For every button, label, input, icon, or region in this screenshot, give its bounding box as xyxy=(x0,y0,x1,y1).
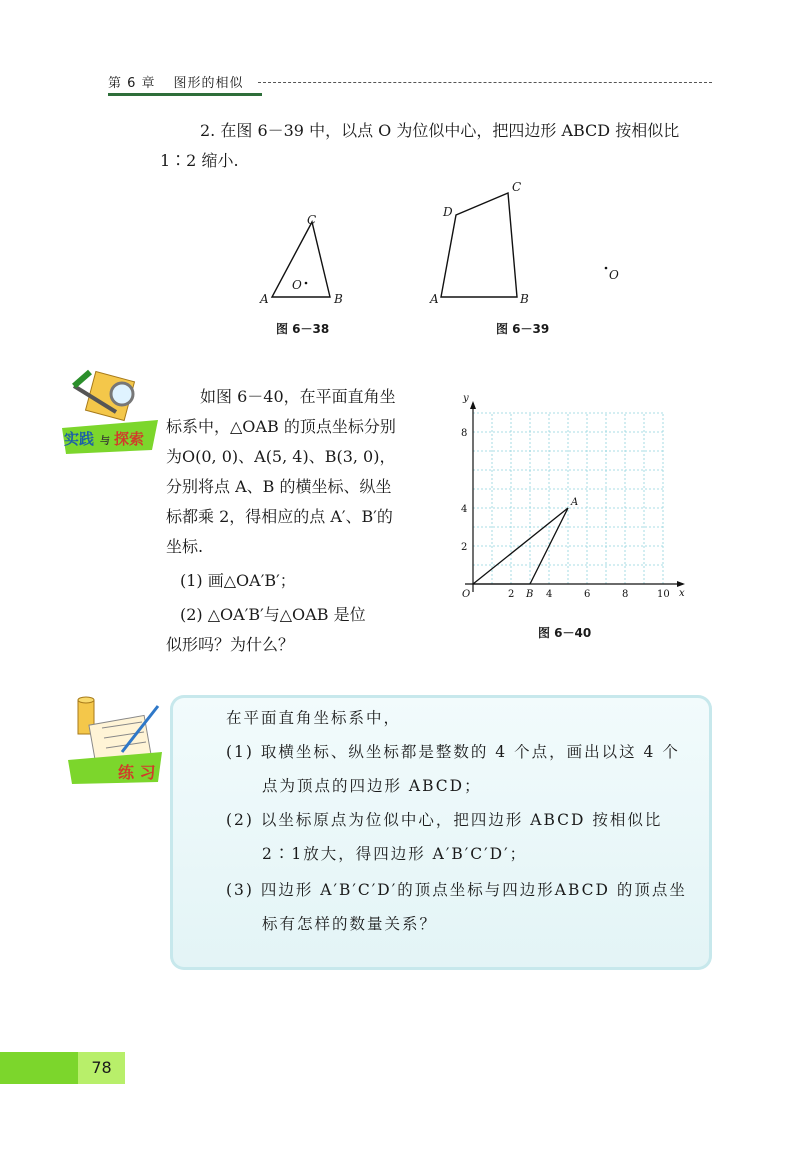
y-tick-label-8: 8 xyxy=(461,428,468,439)
practice-line-5: (3) 四边形 A′B′C′D′的顶点坐标与四边形ABCD 的顶点坐 xyxy=(226,881,687,899)
exercise-2-line1: 2. 在图 6－39 中，以点 O 为位似中心，把四边形 ABCD 按相似比 xyxy=(200,121,680,140)
coordinate-chart xyxy=(440,380,700,620)
caption-6-39: 图 6－39 xyxy=(496,322,550,336)
label-c-638: C xyxy=(307,213,317,227)
point-label-B: B xyxy=(526,589,534,600)
chart-grid xyxy=(473,413,663,584)
label-c-639: C xyxy=(512,180,522,194)
chapter-header xyxy=(108,72,262,96)
label-d-639: D xyxy=(443,205,453,219)
explore-line-5: 标都乘 2，得相应的点 A′、B′的 xyxy=(166,507,393,526)
x-axis-label: x xyxy=(679,588,685,599)
label-a-639: A xyxy=(430,292,439,306)
practice-line-1: (1) 取横坐标、纵坐标都是整数的 4 个点，画出以这 4 个 xyxy=(226,743,680,761)
practice-line-3: (2) 以坐标原点为位似中心，把四边形 ABCD 按相似比 xyxy=(226,811,663,829)
page-number: 78 xyxy=(78,1052,125,1084)
explore-line-6: 坐标. xyxy=(166,537,204,556)
explore-line-4: 分别将点 A、B 的横坐标、纵坐 xyxy=(166,477,392,496)
label-b-638: B xyxy=(334,292,343,306)
x-axis-arrow xyxy=(677,581,685,587)
header-divider xyxy=(258,82,712,83)
label-o-639: O xyxy=(609,268,619,282)
y-axis-label: y xyxy=(463,393,469,404)
explore-badge-right: 探索 xyxy=(114,430,145,448)
caption-6-40: 图 6－40 xyxy=(538,626,592,640)
exercise-2-line2: 1∶2 缩小. xyxy=(160,151,239,170)
point-o-638 xyxy=(305,282,308,285)
explore-line-2: 标系中，△OAB 的顶点坐标分别 xyxy=(166,417,396,436)
chapter-number: 第 6 章 xyxy=(108,76,156,91)
point-label-A: A xyxy=(571,497,579,508)
point-o-639 xyxy=(605,267,608,270)
practice-intro: 在平面直角坐标系中， xyxy=(226,709,402,727)
x-tick-label-10: 10 xyxy=(657,589,670,600)
x-tick-label-6: 6 xyxy=(584,589,591,600)
practice-box xyxy=(170,695,712,970)
label-o-638: O xyxy=(292,278,302,292)
y-tick-label-2: 2 xyxy=(461,542,468,553)
explore-question-1: (1) 画△OA′B′； xyxy=(180,571,296,590)
label-b-639: B xyxy=(520,292,529,306)
practice-line-4: 2∶1放大，得四边形 A′B′C′D′； xyxy=(262,845,528,863)
practice-badge-label: 练 习 xyxy=(118,763,156,782)
x-tick-label-4: 4 xyxy=(546,589,553,600)
chapter-title: 图形的相似 xyxy=(173,76,244,91)
x-tick-label-2: 2 xyxy=(508,589,515,600)
x-tick-label-8: 8 xyxy=(622,589,629,600)
practice-line-2: 点为顶点的四边形 ABCD； xyxy=(262,777,482,795)
explore-badge-mid: 与 xyxy=(100,436,110,447)
label-a-638: A xyxy=(260,292,269,306)
explore-badge-left: 实践 xyxy=(64,430,95,448)
explore-question-2a: (2) △OA′B′与△OAB 是位 xyxy=(180,605,366,624)
explore-question-2b: 似形吗？为什么？ xyxy=(166,635,295,654)
practice-line-6: 标有怎样的数量关系？ xyxy=(262,915,438,933)
figures-6-38-6-39 xyxy=(0,170,800,340)
origin-label: O xyxy=(462,589,471,600)
explore-line-1: 如图 6－40，在平面直角坐 xyxy=(200,387,396,406)
caption-6-38: 图 6－38 xyxy=(276,322,330,336)
explore-line-3: 为O(0, 0)、A(5, 4)、B(3, 0)， xyxy=(166,447,396,466)
y-axis-arrow xyxy=(470,401,476,409)
y-tick-label-4: 4 xyxy=(461,504,468,515)
